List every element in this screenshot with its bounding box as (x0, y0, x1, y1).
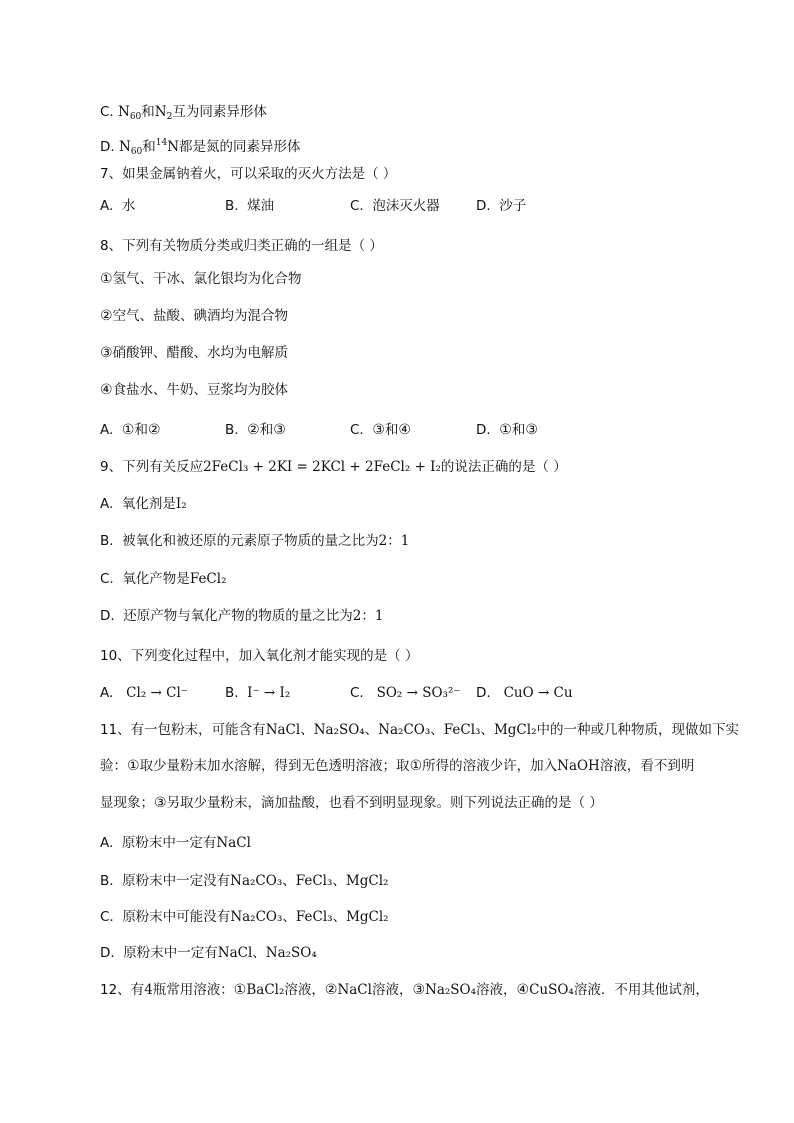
q10-option-c: C. SO₂ → SO₃²⁻ (350, 685, 461, 701)
q11-option-d: D. 原粉末中一定有NaCl、Na₂SO₄ (100, 945, 317, 961)
q12-stem: 12、有4瓶常用溶液：①BaCl₂溶液，②NaCl溶液，③Na₂SO₄溶液，④CuSO₄溶液．不用其他试剂， (100, 982, 709, 998)
q8-item-1: ①氢气、干冰、氯化银均为化合物 (100, 271, 302, 287)
q8-item-2: ②空气、盐酸、碘酒均为混合物 (100, 308, 289, 324)
formula: $N_{60}$ (118, 104, 142, 122)
q8-option-b: B. ②和③ (225, 422, 286, 438)
q8-option-a: A. ①和② (100, 422, 161, 438)
q10-option-b: B. I⁻ → I₂ (225, 685, 291, 701)
q9-stem: 9、下列有关反应2FeCl₃ + 2KI = 2KCl + 2FeCl₂ + I₂的说法正确的是（ ） (100, 459, 567, 475)
q7-stem: 7、如果金属钠着火，可以采取的灭火方法是（ ） (100, 166, 397, 182)
q11-stem-line-3: 显现象；③另取少量粉末，滴加盐酸，也看不到明显现象。则下列说法正确的是（ ） (100, 795, 603, 811)
option-text: 互为同素异形体 (172, 104, 267, 120)
q9-option-a: A. 氧化剂是I₂ (100, 496, 187, 512)
q6-option-d (100, 133, 301, 162)
q11-option-b: B. 原粉末中一定没有Na₂CO₃、FeCl₃、MgCl₂ (100, 873, 389, 889)
formula: $N_{60}$ (118, 139, 143, 157)
q11-stem-line-2: 验：①取少量粉末加水溶解，得到无色透明溶液；取①所得的溶液少许，加入NaOH溶液，看不到明 (100, 758, 695, 774)
q11-option-c: C. 原粉末中可能没有Na₂CO₃、FeCl₃、MgCl₂ (100, 909, 389, 925)
q8-option-d: D. ①和③ (476, 422, 538, 438)
q7-option-a: A. 水 (100, 198, 136, 214)
option-text: 和 (141, 104, 155, 120)
q9-option-b: B. 被氧化和被还原的元素原子物质的量之比为2：1 (100, 533, 410, 549)
q8-item-3: ③硝酸钾、醋酸、水均为电解质 (100, 345, 289, 361)
q7-option-c: C. 泡沫灭火器 (350, 198, 440, 214)
formula: $N_2$ (154, 104, 173, 122)
q10-option-d: D. CuO → Cu (476, 685, 573, 701)
option-label: D. (100, 139, 115, 155)
equation: 2FeCl₃ + 2KI = 2KCl + 2FeCl₂ + I₂ (203, 459, 441, 475)
formula: $^{14}$N (155, 138, 180, 155)
q9-option-c: C. 氧化产物是FeCl₂ (100, 571, 227, 587)
q8-item-4: ④食盐水、牛奶、豆浆均为胶体 (100, 382, 289, 398)
q9-option-d: D. 还原产物与氧化产物的物质的量之比为2：1 (100, 608, 384, 624)
q8-stem: 8、下列有关物质分类或归类正确的一组是（ ） (100, 238, 383, 254)
q11-stem-line-1: 11、有一包粉末，可能含有NaCl、Na₂SO₄、Na₂CO₃、FeCl₃、MgCl₂中的一种或几种物质，现做如下实 (100, 722, 739, 738)
option-text: 和 (142, 139, 156, 155)
q7-option-b: B. 煤油 (225, 198, 275, 214)
option-text: 都是氮的同素异形体 (179, 139, 301, 155)
q10-stem: 10、下列变化过程中，加入氧化剂才能实现的是（ ） (100, 648, 419, 664)
q10-option-a: A. Cl₂ → Cl⁻ (100, 685, 188, 701)
q8-option-c: C. ③和④ (350, 422, 411, 438)
q6-option-c (100, 102, 267, 127)
option-label: C. (100, 104, 114, 120)
q7-option-d: D. 沙子 (476, 198, 527, 214)
q11-option-a: A. 原粉末中一定有NaCl (100, 835, 251, 851)
